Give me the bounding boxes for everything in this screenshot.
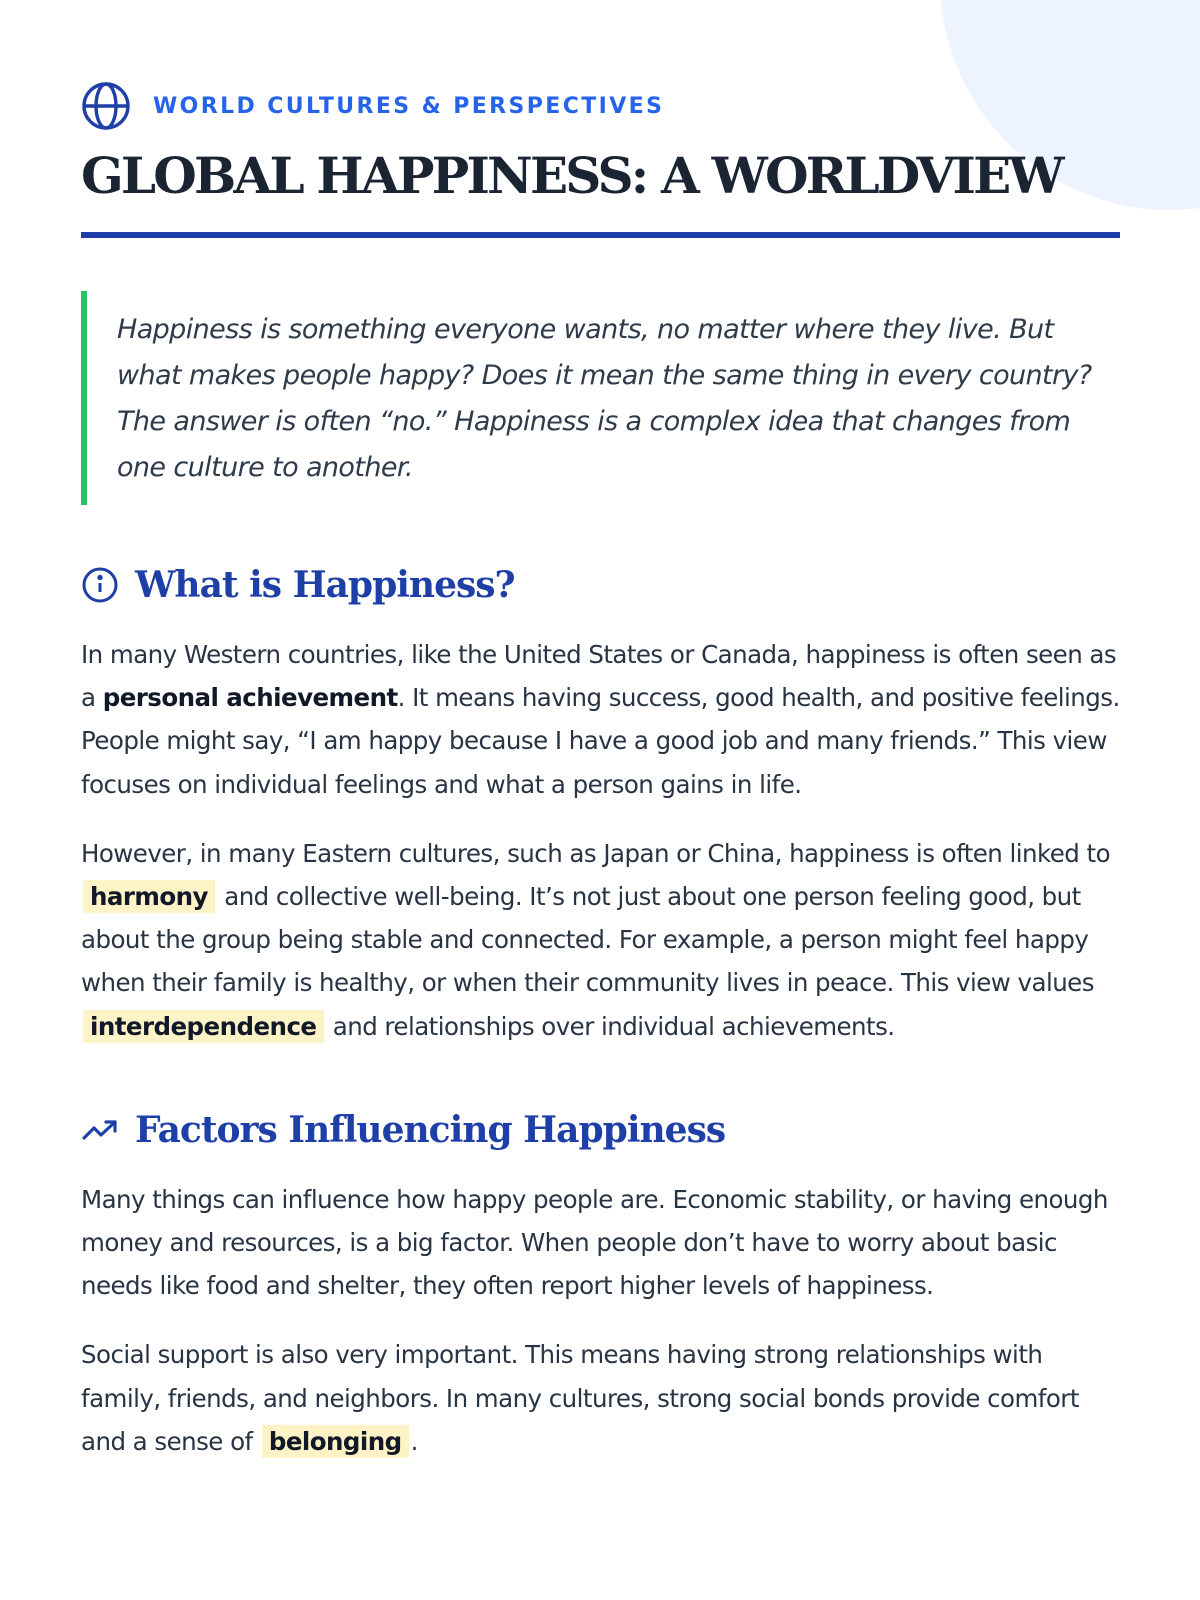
paragraph: Many things can influence how happy people are. Economic stability, or having enough money and resources, is a big factor. When people don’t have to worry about basic needs like food and shelter, they often report higher levels of happiness.	[81, 1184, 1108, 1301]
highlight-term: harmony	[83, 880, 215, 913]
text-run: In many Western countries, like the United States or Canada, happiness is often seen as a	[81, 640, 1117, 713]
bold-term: personal achievement	[102, 683, 398, 713]
highlight-term: interdependence	[83, 1010, 324, 1043]
kicker-label: WORLD CULTURES & PERSPECTIVES	[153, 93, 665, 119]
section-heading-what-is-happiness	[81, 555, 1120, 615]
page-title: GLOBAL HAPPINESS: A WORLDVIEW	[81, 146, 1062, 205]
paragraph	[81, 1333, 1120, 1463]
text-run: and relationships over individual achievements.	[332, 1011, 895, 1041]
kicker-row	[81, 80, 1120, 132]
intro-quote: Happiness is something everyone wants, no matter where they live. But what makes people happy? Does it mean the same thing in every country? The answer is often “no.” Happiness is a complex idea that changes from one culture to another.	[81, 291, 1120, 505]
highlight-term: belonging	[262, 1425, 409, 1458]
text-run: Social support is also very important. This means having strong relationships with family, friends, and neighbors. In many cultures, strong social bonds provide comfort and a sense of	[81, 1340, 1079, 1456]
globe-icon	[81, 81, 131, 131]
section-heading-factors	[81, 1100, 1120, 1160]
info-circle-icon	[81, 566, 119, 604]
paragraph	[81, 832, 1120, 1048]
text-run: However, in many Eastern cultures, such as Japan or China, happiness is often linked to	[81, 838, 1111, 868]
text-run: .	[410, 1426, 418, 1456]
title-divider	[81, 232, 1120, 238]
trending-up-icon	[81, 1111, 119, 1149]
section-title: What is Happiness?	[135, 564, 515, 606]
paragraph	[81, 633, 1120, 806]
section-title: Factors Influencing Happiness	[135, 1108, 726, 1151]
text-run: . It means having success, good health, and positive feelings. People might say, “I am happy because I have a good job and many friends.” This view focuses on individual feelings and what a person gains in life.	[81, 683, 1120, 799]
text-run: and collective well-being. It’s not just about one person feeling good, but about the group being stable and connected. For example, a person might feel happy when their family is healthy, or when their community lives in peace. This view values	[81, 882, 1094, 998]
